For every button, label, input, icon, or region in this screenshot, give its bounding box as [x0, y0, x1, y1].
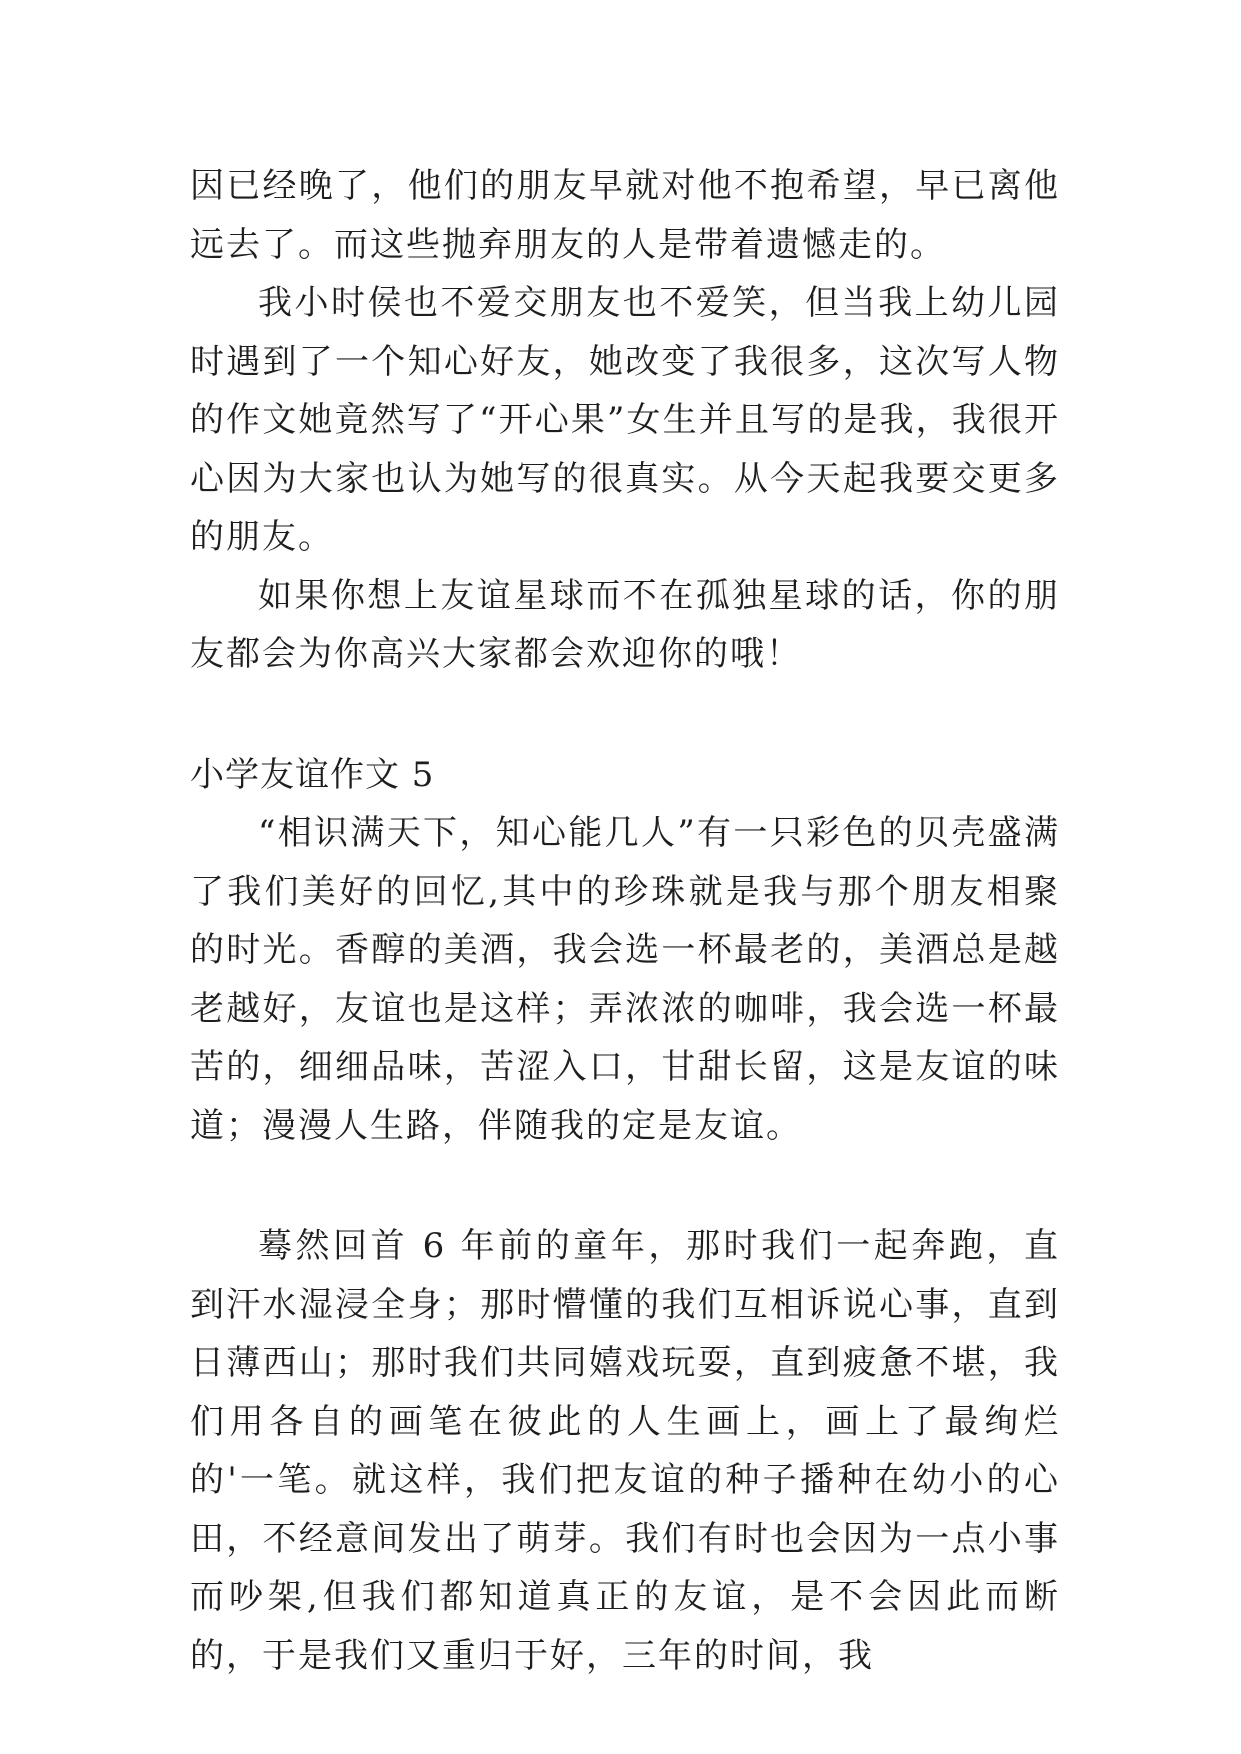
- document-body: [190, 157, 1060, 1685]
- section-spacer: [190, 684, 1060, 746]
- paragraph-intro-quote: “相识满天下，知心能几人”有一只彩色的贝壳盛满了我们美好的回忆,其中的珍珠就是我与那个朋友相聚的时光。香醇的美酒，我会选一杯最老的，美酒总是越老越好，友谊也是这样；弄浓浓的咖啡，我会选一杯最苦的，细细品味，苦涩入口，甘甜长留，这是友谊的味道；漫漫人生路，伴随我的定是友谊。: [190, 813, 1060, 1146]
- paragraph-childhood: 我小时侯也不爱交朋友也不爱笑，但当我上幼儿园时遇到了一个知心好友，她改变了我很多，这次写人物的作文她竟然写了“开心果”女生并且写的是我，我很开心因为大家也认为她写的很真实。从今天起我要交更多的朋友。: [190, 283, 1060, 557]
- paragraph-continuation: 因已经晚了，他们的朋友早就对他不抱希望，早已离他远去了。而这些抛弃朋友的人是带着遗憾走的。: [190, 166, 1060, 265]
- paragraph-friendship-planet: 如果你想上友谊星球而不在孤独星球的话，你的朋友都会为你高兴大家都会欢迎你的哦！: [190, 575, 1060, 674]
- paragraph-memories: 蓦然回首 6 年前的童年，那时我们一起奔跑，直到汗水湿浸全身；那时懵懂的我们互相诉说心事，直到日薄西山；那时我们共同嬉戏玩耍，直到疲惫不堪，我们用各自的画笔在彼此的人生画上，画上了最绚烂的'一笔。就这样，我们把友谊的种子播种在幼小的心田，不经意间发出了萌芽。我们有时也会因为一点小事而吵架,但我们都知道真正的友谊，是不会因此而断的，于是我们又重归于好，三年的时间，我: [190, 1226, 1060, 1676]
- paragraph-spacer: [190, 1155, 1060, 1217]
- section-title: 小学友谊作文 5: [190, 754, 435, 795]
